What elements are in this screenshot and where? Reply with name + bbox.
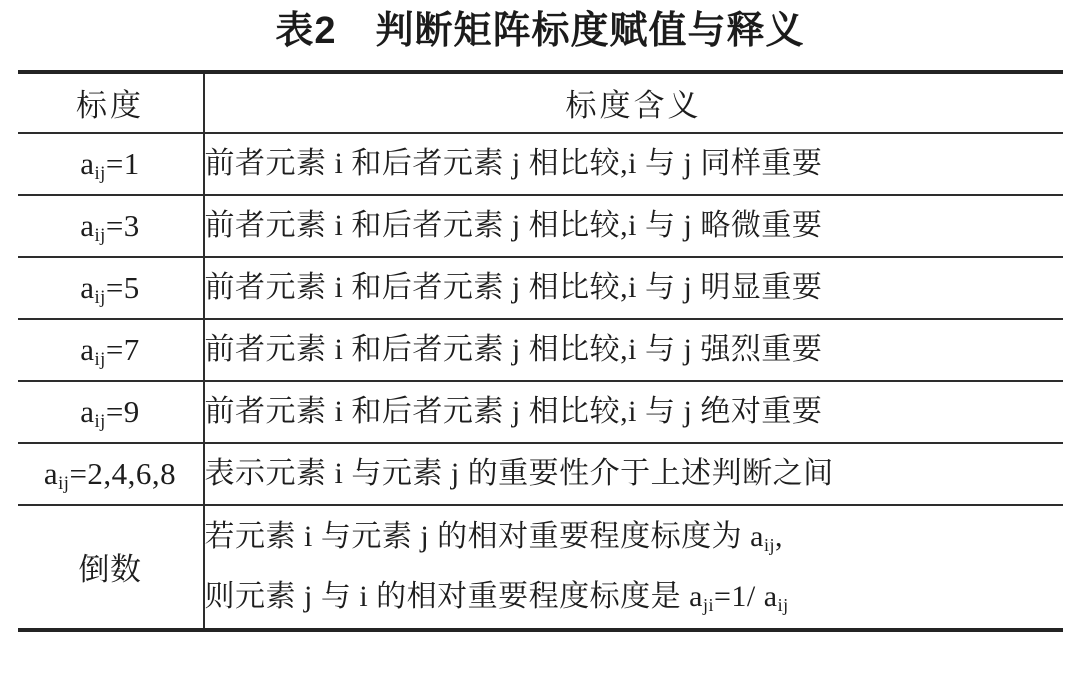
text-run: 前者元素 i 和后者元素 j 相比较,i 与 j 强烈重要 xyxy=(204,332,823,366)
text-run: =3 xyxy=(105,207,140,243)
table-row xyxy=(18,381,1063,443)
subscript: ij xyxy=(94,162,106,184)
subscript: ij xyxy=(94,286,106,308)
scale-cell xyxy=(18,257,204,319)
subscript: ij xyxy=(94,410,106,432)
scale-cell xyxy=(18,505,204,630)
scale-cell xyxy=(18,443,204,505)
text-run: 前者元素 i 和后者元素 j 相比较,i 与 j 明显重要 xyxy=(204,270,823,304)
meaning-cell xyxy=(204,443,1063,505)
text-run: =1/ a xyxy=(714,579,778,613)
text-run: 前者元素 i 和后者元素 j 相比较,i 与 j 绝对重要 xyxy=(204,394,823,428)
scale-cell xyxy=(18,319,204,381)
text-run: =5 xyxy=(105,269,140,305)
text-run: 前者元素 i 和后者元素 j 相比较,i 与 j 略微重要 xyxy=(204,208,823,242)
text-run: , xyxy=(775,519,784,553)
table-row xyxy=(18,505,1063,630)
meaning-cell xyxy=(204,319,1063,381)
text-run: 若元素 i 与元素 j 的相对重要程度标度为 a xyxy=(204,519,764,553)
subscript: ij xyxy=(94,348,106,370)
text-run: 表示元素 i 与元素 j 的重要性介于上述判断之间 xyxy=(204,456,834,490)
text-run: =7 xyxy=(105,331,140,367)
text-run: a xyxy=(80,207,95,243)
meaning-line xyxy=(205,507,1063,567)
subscript: ij xyxy=(58,472,70,494)
meaning-cell xyxy=(204,257,1063,319)
table-row xyxy=(18,195,1063,257)
meaning-line xyxy=(205,382,1063,442)
table-row xyxy=(18,443,1063,505)
meaning-line xyxy=(205,258,1063,318)
meaning-line xyxy=(205,320,1063,380)
meaning-line xyxy=(205,196,1063,256)
text-run: =9 xyxy=(105,393,140,429)
text-run: 倒数 xyxy=(78,552,142,588)
text-run: =2,4,6,8 xyxy=(69,455,177,491)
text-run: a xyxy=(80,331,95,367)
text-run: =1 xyxy=(105,145,140,181)
subscript: ij xyxy=(764,534,776,555)
subscript: ji xyxy=(703,594,715,615)
header-row xyxy=(18,72,1063,133)
table-row xyxy=(18,257,1063,319)
text-run: 则元素 j 与 i 的相对重要程度标度是 a xyxy=(204,579,703,613)
meaning-cell xyxy=(204,381,1063,443)
text-run: 前者元素 i 和后者元素 j 相比较,i 与 j 同样重要 xyxy=(204,146,823,180)
subscript: ij xyxy=(777,594,789,615)
text-run: a xyxy=(80,269,95,305)
meaning-cell xyxy=(204,195,1063,257)
subscript: ij xyxy=(94,224,106,246)
table-caption: 表2 判断矩阵标度赋值与释义 xyxy=(275,10,805,52)
scale-cell xyxy=(18,381,204,443)
header-scale: 标度 xyxy=(18,72,204,133)
scale-cell xyxy=(18,133,204,195)
meaning-cell xyxy=(204,505,1063,630)
text-run: a xyxy=(43,455,59,491)
judgment-matrix-scale-table xyxy=(18,70,1063,632)
text-run: a xyxy=(80,393,95,429)
meaning-cell xyxy=(204,133,1063,195)
table-row xyxy=(18,319,1063,381)
scale-cell xyxy=(18,195,204,257)
meaning-line xyxy=(205,567,1063,627)
header-meaning: 标度含义 xyxy=(204,72,1063,133)
table-row xyxy=(18,133,1063,195)
meaning-line xyxy=(205,134,1063,194)
meaning-line xyxy=(205,444,1063,504)
text-run: a xyxy=(80,145,95,181)
